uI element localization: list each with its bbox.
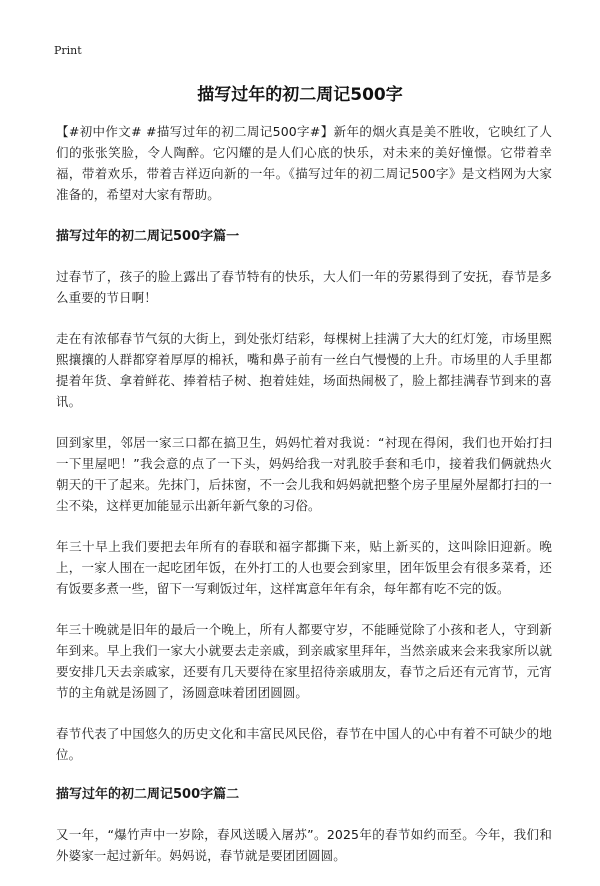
paragraph: 年三十晚就是旧年的最后一个晚上，所有人都要守岁，不能睡觉除了小孩和老人，守到新年到来。早上我们一家大小就要去走亲戚，到亲戚家里拜年，当然亲戚来会来我家所以就要安排几天去亲戚家，还要有几天要待在家里招待亲戚朋友，春节之后还有元宵节，元宵节的主角就是汤圆了，汤圆意味着团团圆圆。 (56, 622, 552, 700)
paragraph: 又一年，“爆竹声中一岁除，春风送暖入屠苏”。2025年的春节如约而至。今年，我们和外婆家一起过新年。妈妈说，春节就是要团团圆圆。 (56, 827, 552, 863)
print-label: Print (54, 44, 82, 57)
section-heading-1: 描写过年的初二周记500字篇一 (56, 229, 240, 244)
paragraph: 过春节了，孩子的脸上露出了春节特有的快乐，大人们一年的劳累得到了安抚，春节是多么重要的节日啊！ (56, 269, 552, 305)
article-body (56, 121, 552, 886)
section-heading-2: 描写过年的初二周记500字篇二 (56, 787, 240, 802)
page-title: 描写过年的初二周记500字 (197, 85, 403, 105)
paragraph: 回到家里，邻居一家三口都在搞卫生，妈妈忙着对我说：“衬现在得闲，我们也开始打扫一下里屋吧！”我会意的点了一下头，妈妈给我一对乳胶手套和毛巾，接着我们俩就热火朝天的干了起来。先抹门，后抹窗，不一会儿我和妈妈就把整个房子里屋外屋都打扫的一尘不染，这样更加能显示出新年新气象的习俗。 (56, 435, 552, 513)
paragraph: 年三十早上我们要把去年所有的春联和福字都撕下来，贴上新买的，这叫除旧迎新。晚上，一家人围在一起吃团年饭，在外打工的人也要会到家里，团年饭里会有很多菜肴，还有饭要多煮一些，留下一写剩饭过年，这样寓意年年有余，每年都有吃不完的饭。 (56, 539, 552, 596)
paragraph: 春节代表了中国悠久的历史文化和丰富民风民俗，春节在中国人的心中有着不可缺少的地位。 (56, 726, 552, 762)
intro-paragraph: 【#初中作文# #描写过年的初二周记500字#】新年的烟火真是美不胜收，它映红了人们的张张笑脸，令人陶醉。它闪耀的是人们心底的快乐，对未来的美好憧憬。它带着幸福，带着欢乐，带着吉祥迈向新的一年。《描写过年的初二周记500字》是文档网为大家准备的，希望对大家有帮助。 (56, 124, 552, 202)
paragraph: 走在有浓郁春节气氛的大街上，到处张灯结彩，每棵树上挂满了大大的红灯笼，市场里熙熙攘攘的人群都穿着厚厚的棉袄，嘴和鼻子前有一丝白气慢慢的上升。市场里的人手里都提着年货、拿着鲜花、捧着桔子树、抱着娃娃，场面热闹极了，脸上都挂满春节到来的喜讯。 (56, 331, 552, 409)
